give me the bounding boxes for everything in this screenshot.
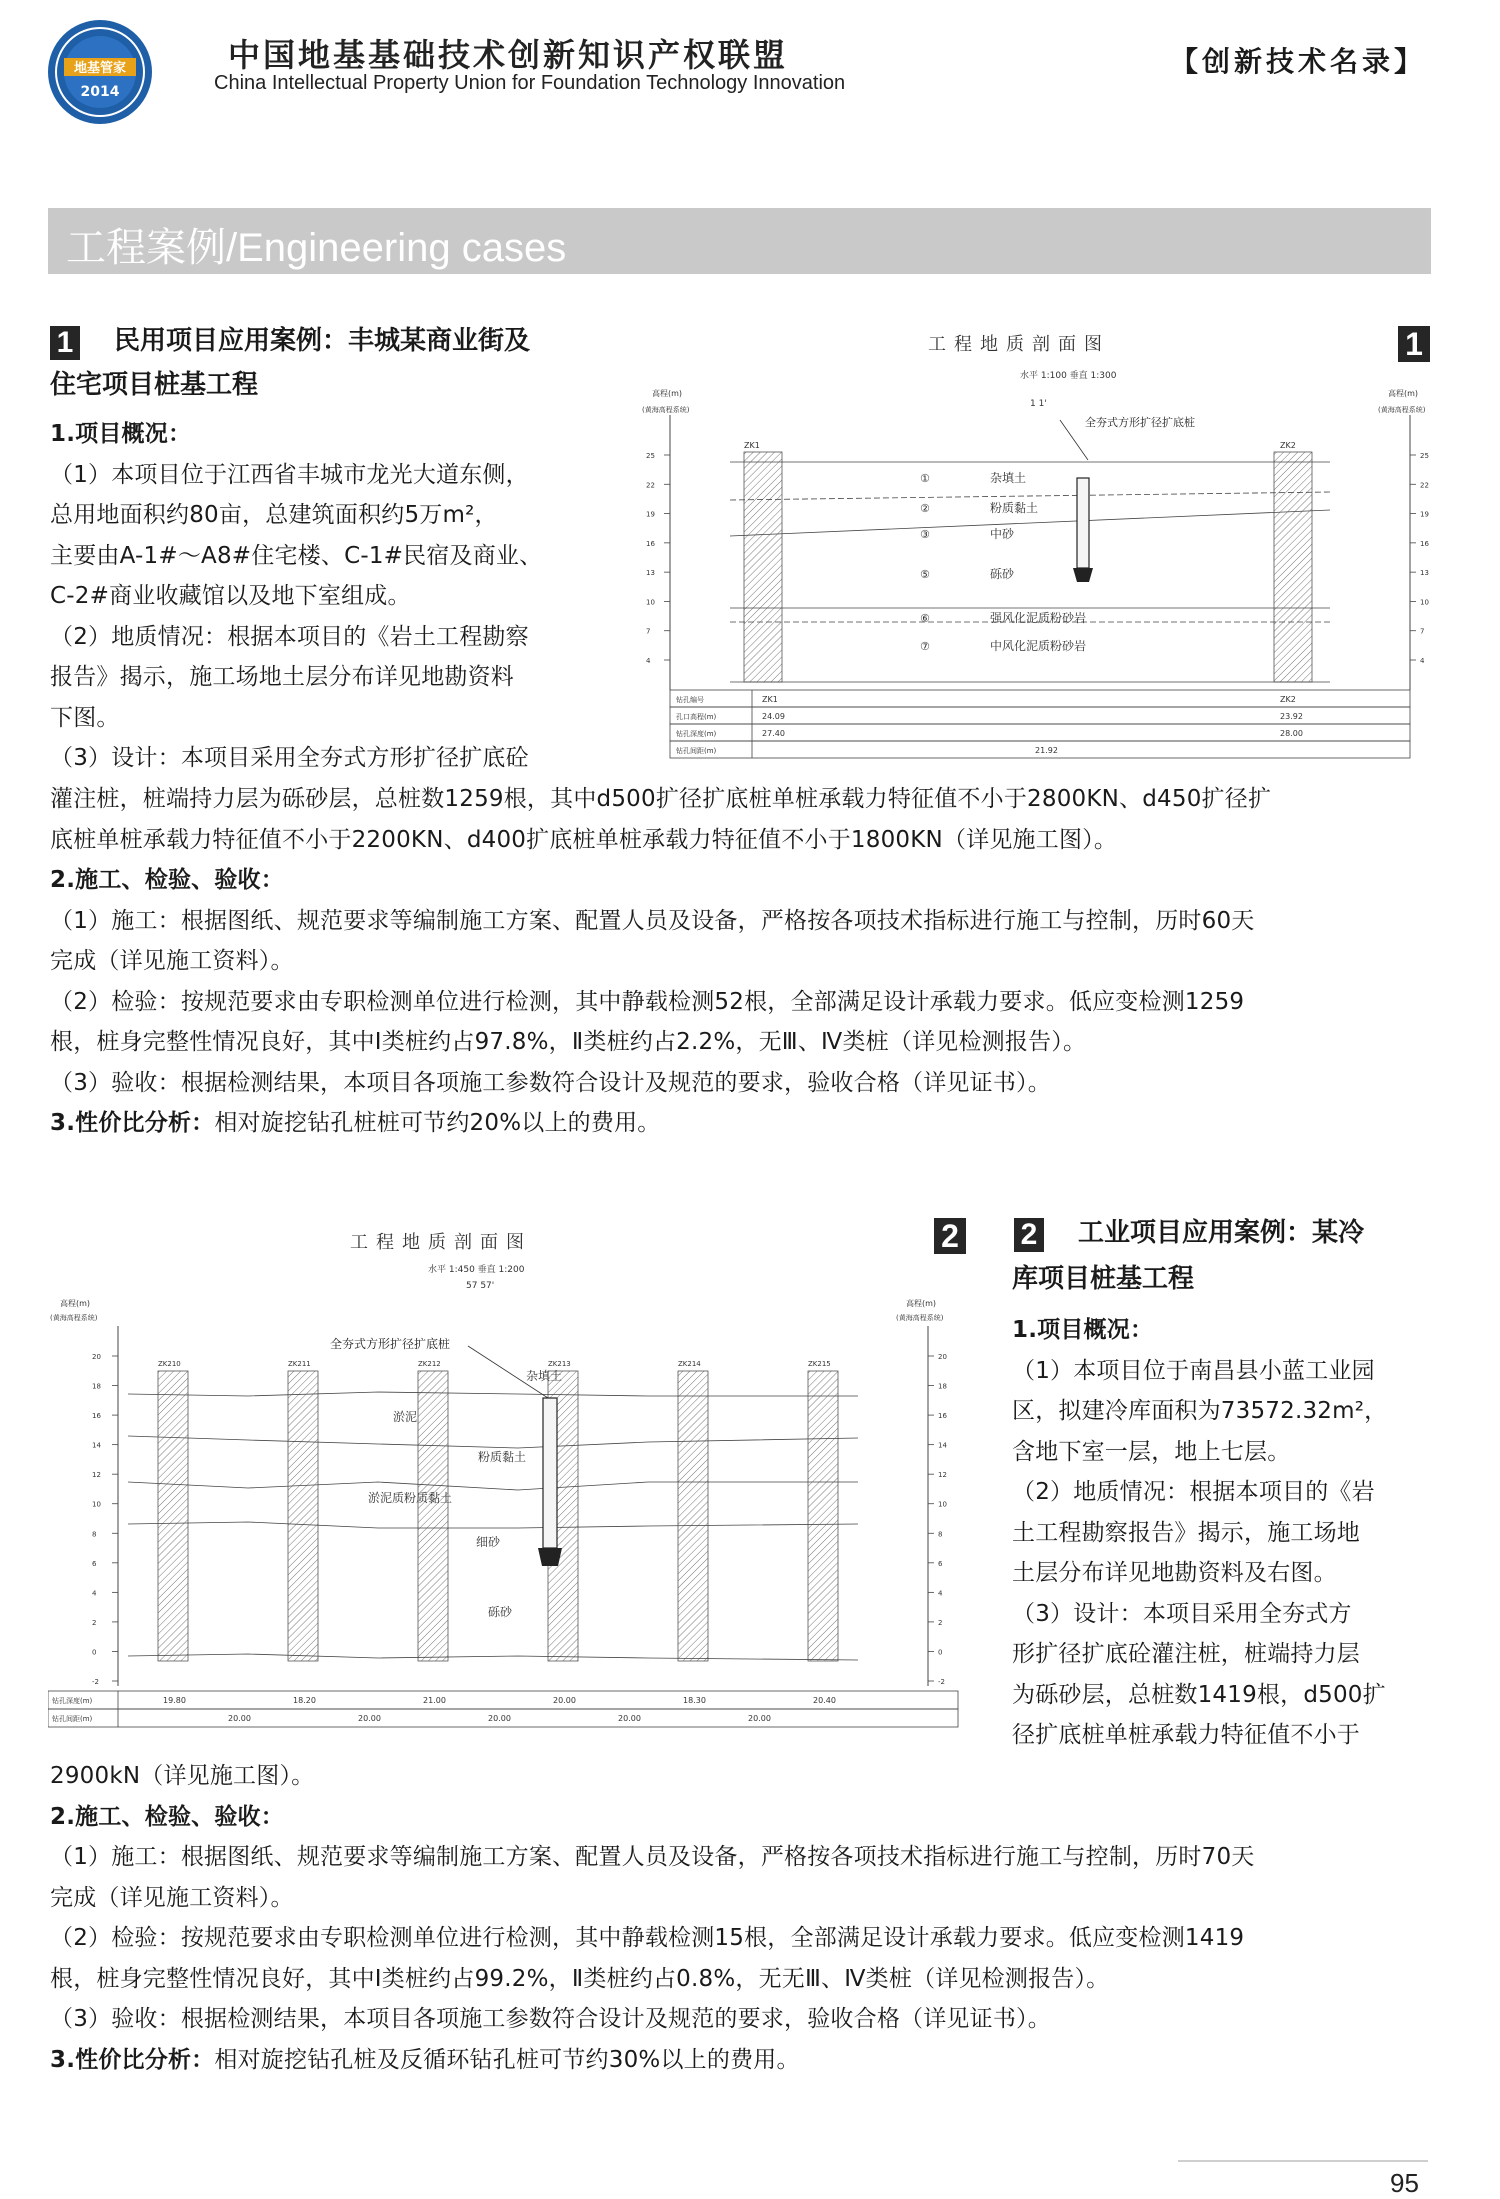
diagram1-tick-right: 22 bbox=[1420, 481, 1429, 490]
case1-c2-line1: （2）检验：按规范要求由专职检测单位进行检测，其中静载检测52根，全部满足设计承载力要求。低应变检测1259 bbox=[50, 988, 1245, 1015]
diagram1-table-left: ZK1 bbox=[762, 695, 778, 704]
diagram1-layer-number: ⑦ bbox=[920, 640, 930, 653]
diagram2-tick-right: 0 bbox=[938, 1648, 943, 1657]
diagram1-right-axis-label: 高程(m) bbox=[1388, 389, 1419, 398]
diagram2-borehole-label: ZK211 bbox=[288, 1360, 311, 1368]
diagram2-badge: 2 bbox=[934, 1218, 966, 1254]
diagram2-layer-name: 细砂 bbox=[476, 1535, 501, 1549]
diagram2-tick-right: 16 bbox=[938, 1412, 947, 1421]
diagram2-tick-left: 8 bbox=[92, 1530, 97, 1539]
geologic-section-2 bbox=[48, 1256, 968, 1740]
geologic-section-1 bbox=[640, 360, 1440, 764]
diagram1-pile-base bbox=[1073, 568, 1093, 582]
diagram2-tick-right: 18 bbox=[938, 1382, 947, 1391]
diagram2-borehole bbox=[418, 1371, 448, 1661]
case2-title-line2: 库项目桩基工程 bbox=[1012, 1264, 1195, 1294]
case1-number-badge: 1 bbox=[50, 326, 80, 360]
diagram1-table-label: 钻孔编号 bbox=[676, 696, 704, 704]
diagram2-pile-label: 全夯式方形扩径扩底桩 bbox=[330, 1337, 451, 1351]
org-name-cn: 中国地基基础技术创新知识产权联盟 bbox=[228, 36, 789, 74]
case1-title-line2: 住宅项目桩基工程 bbox=[50, 370, 259, 400]
case1-title-line1: 民用项目应用案例：丰城某商业街及 bbox=[114, 326, 531, 356]
diagram1-table-label: 钻孔深度(m) bbox=[676, 730, 717, 738]
diagram2-right-axis-label: 高程(m) bbox=[906, 1299, 937, 1308]
diagram2-tick-right: 12 bbox=[938, 1471, 947, 1480]
diagram1-tick-right: 7 bbox=[1420, 627, 1425, 636]
diagram1-tick-right: 16 bbox=[1420, 539, 1429, 548]
diagram1-tick-right: 19 bbox=[1420, 510, 1429, 519]
diagram2-right-axis-note: (黄海高程系统) bbox=[896, 1314, 944, 1322]
diagram2-table-value: 20.00 bbox=[358, 1714, 381, 1723]
diagram2-scale: 水平 1:450 垂直 1:200 bbox=[428, 1265, 525, 1275]
case1-p2-line2: 报告》揭示，施工场地土层分布详见地勘资料 bbox=[50, 664, 514, 690]
diagram2-table-value: 18.30 bbox=[683, 1696, 706, 1705]
case2-p3-line5: 2900kN（详见施工图）。 bbox=[50, 1763, 315, 1789]
diagram2-tick-left: 16 bbox=[92, 1412, 101, 1421]
diagram2-table-value: 20.00 bbox=[488, 1714, 511, 1723]
diagram2-tick-left: 0 bbox=[92, 1648, 97, 1657]
diagram1-table-label: 钻孔间距(m) bbox=[676, 747, 717, 755]
diagram2-borehole-label: ZK212 bbox=[418, 1360, 441, 1368]
diagram2-table-value: 20.00 bbox=[618, 1714, 641, 1723]
case2-cost-text: 相对旋挖钻孔桩及反循环钻孔桩可节约30%以上的费用。 bbox=[214, 2046, 800, 2073]
diagram2-tick-right: 4 bbox=[938, 1589, 943, 1598]
case2-construction-head: 2.施工、检验、验收： bbox=[50, 1803, 284, 1830]
diagram1-layer-name: 强风化泥质粉砂岩 bbox=[990, 611, 1087, 625]
diagram2-tick-right: 10 bbox=[938, 1500, 947, 1509]
diagram2-borehole-label: ZK210 bbox=[158, 1360, 181, 1368]
logo-year: 2014 bbox=[80, 84, 120, 100]
diagram2-tick-right: 8 bbox=[938, 1530, 943, 1539]
case1-p1-line2: 总用地面积约80亩，总建筑面积约5万m²， bbox=[50, 502, 498, 528]
case1-cost-line bbox=[50, 1103, 1440, 1144]
diagram1-table-right: 23.92 bbox=[1280, 712, 1303, 721]
case2-c2-line2: 根，桩身完整性情况良好，其中Ⅰ类桩约占99.2%，Ⅱ类桩约占0.8%，无无Ⅲ、Ⅳ类桩（详见检测报告）。 bbox=[50, 1965, 1110, 1992]
diagram2-tick-left: 2 bbox=[92, 1618, 97, 1627]
diagram2-tick-left: 20 bbox=[92, 1353, 101, 1361]
diagram2-layer-name: 杂填土 bbox=[526, 1369, 563, 1383]
case1-p1-line3: 主要由A-1#～A8#住宅楼、C-1#民宿及商业、 bbox=[50, 542, 543, 569]
diagram2-tick-right: 20 bbox=[938, 1353, 947, 1361]
case1-p1-line1: （1）本项目位于江西省丰城市龙光大道东侧， bbox=[50, 461, 529, 488]
diagram2-table-label: 钻孔间距(m) bbox=[52, 1715, 93, 1723]
diagram2-layer-name: 淤泥质粉质黏土 bbox=[368, 1491, 453, 1505]
case1-p1-line4: C-2#商业收藏馆以及地下室组成。 bbox=[50, 583, 411, 609]
diagram1-scale: 水平 1:100 垂直 1:300 bbox=[1020, 371, 1117, 381]
diagram2-table-value: 20.00 bbox=[748, 1714, 771, 1723]
case1-c2-line2: 根，桩身完整性情况良好，其中Ⅰ类桩约占97.8%，Ⅱ类桩约占2.2%，无Ⅲ、Ⅳ类桩（详见检测报告）。 bbox=[50, 1029, 1087, 1055]
diagram2-tick-left: 14 bbox=[92, 1441, 101, 1450]
diagram2-tick-left: 6 bbox=[92, 1559, 97, 1568]
diagram2-table-value: 20.00 bbox=[553, 1696, 576, 1705]
diagram1-pile bbox=[1077, 478, 1089, 568]
diagram2-pile bbox=[543, 1398, 557, 1548]
diagram2-left-axis-note: (黄海高程系统) bbox=[50, 1314, 98, 1322]
diagram1-layer-number: ② bbox=[920, 502, 930, 515]
diagram2-tick-left: 10 bbox=[92, 1500, 101, 1509]
diagram1-tick-right: 4 bbox=[1420, 657, 1425, 665]
diagram2-left-axis-label: 高程(m) bbox=[60, 1299, 91, 1308]
diagram2-tick-left: 12 bbox=[92, 1471, 101, 1480]
catalog-tag: 【创新技术名录】 bbox=[1170, 45, 1427, 78]
diagram2-tick-left: 18 bbox=[92, 1382, 101, 1391]
diagram1-left-axis-label: 高程(m) bbox=[652, 389, 683, 398]
case2-right-text bbox=[1012, 1310, 1432, 1756]
diagram1-pile-label: 全夯式方形扩径扩底桩 bbox=[1085, 416, 1195, 429]
case2-c1-line1: （1）施工：根据图纸、规范要求等编制施工方案、配置人员及设备，严格按各项技术指标进行施工与控制，历时70天 bbox=[50, 1844, 1255, 1870]
case2-cost-head: 3.性价比分析： bbox=[50, 2046, 215, 2073]
diagram1-tick-left: 4 bbox=[646, 657, 651, 665]
case1-p3-line2: 灌注桩，桩端持力层为砾砂层，总桩数1259根，其中d500扩径扩底桩单桩承载力特征值不小于2800KN、d450扩径扩 bbox=[50, 786, 1272, 812]
diagram1-table-right: 28.00 bbox=[1280, 729, 1303, 738]
diagram1-layer-name: 杂填土 bbox=[990, 471, 1027, 485]
diagram2-tick-right: 2 bbox=[938, 1618, 943, 1627]
case2-c2-line1: （2）检验：按规范要求由专职检测单位进行检测，其中静载检测15根，全部满足设计承载力要求。低应变检测1419 bbox=[50, 1925, 1245, 1951]
diagram1-layer-name: 中砂 bbox=[990, 527, 1015, 541]
diagram1-title: 工程地质剖面图 bbox=[928, 334, 1110, 355]
diagram1-table-left: 27.40 bbox=[762, 729, 785, 738]
diagram2-borehole bbox=[288, 1371, 318, 1661]
diagram2-borehole bbox=[158, 1371, 188, 1661]
diagram1-layer-number: ⑤ bbox=[920, 568, 930, 581]
section-title: 工程案例/Engineering cases bbox=[66, 226, 567, 270]
case1-c3: （3）验收：根据检测结果，本项目各项施工参数符合设计及规范的要求，验收合格（详见证书）。 bbox=[50, 1069, 1051, 1096]
case2-overview-head: 1.项目概况： bbox=[1012, 1317, 1154, 1343]
diagram1-layer-name: 中风化泥质粉砂岩 bbox=[990, 639, 1087, 653]
diagram1-tick-left: 13 bbox=[646, 569, 655, 578]
diagram1-layer-number: ⑥ bbox=[920, 612, 930, 625]
diagram2-table-value: 21.00 bbox=[423, 1696, 446, 1705]
diagram1-tick-left: 16 bbox=[646, 539, 655, 548]
diagram2-borehole-label: ZK213 bbox=[548, 1360, 571, 1368]
case1-cost-text: 相对旋挖钻孔桩桩可节约20%以上的费用。 bbox=[214, 1110, 661, 1136]
diagram1-section-label: 1 1' bbox=[1030, 399, 1047, 409]
case1-overview-head: 1.项目概况： bbox=[50, 421, 192, 447]
case2-p1-line2: 区，拟建冷库面积为73572.32m²， bbox=[1012, 1398, 1388, 1424]
borehole-zk1 bbox=[744, 452, 782, 682]
case2-p2-line1: （2）地质情况：根据本项目的《岩 bbox=[1012, 1479, 1375, 1505]
diagram2-tick-right: -2 bbox=[938, 1678, 945, 1686]
diagram1-tick-right: 25 bbox=[1420, 452, 1429, 460]
case2-title-line1: 工业项目应用案例：某冷 bbox=[1078, 1218, 1365, 1248]
case1-c1-line1: （1）施工：根据图纸、规范要求等编制施工方案、配置人员及设备，严格按各项技术指标进行施工与控制，历时60天 bbox=[50, 907, 1255, 934]
diagram1-borehole-right: ZK2 bbox=[1280, 441, 1296, 450]
diagram2-tick-left: 4 bbox=[92, 1589, 97, 1598]
case1-cost-head: 3.性价比分析： bbox=[50, 1110, 215, 1136]
diagram1-table-right: ZK2 bbox=[1280, 695, 1296, 704]
diagram1-layer-name: 砾砂 bbox=[990, 567, 1015, 581]
case2-p3-line3: 为砾砂层，总桩数1419根，d500扩 bbox=[1012, 1681, 1386, 1708]
footer-rule bbox=[1178, 2160, 1428, 2162]
case1-c1-line2: 完成（详见施工资料）。 bbox=[50, 948, 294, 974]
diagram2-title: 工程地质剖面图 bbox=[350, 1232, 532, 1253]
diagram2-section-label: 57 57' bbox=[466, 1281, 495, 1291]
case2-p3-line4: 径扩底桩单桩承载力特征值不小于 bbox=[1012, 1722, 1360, 1748]
diagram2-table-label: 钻孔深度(m) bbox=[52, 1697, 93, 1705]
diagram1-borehole-left: ZK1 bbox=[744, 441, 760, 450]
diagram1-badge: 1 bbox=[1398, 326, 1430, 362]
diagram1-table-left: 24.09 bbox=[762, 712, 785, 721]
diagram1-table-center: 21.92 bbox=[1035, 746, 1058, 755]
diagram1-layer-number: ③ bbox=[920, 528, 930, 541]
diagram2-layer-name: 粉质黏土 bbox=[478, 1450, 527, 1464]
case2-p3-line2: 形扩径扩底砼灌注桩，桩端持力层 bbox=[1012, 1641, 1360, 1667]
diagram1-tick-right: 10 bbox=[1420, 598, 1429, 607]
diagram1-tick-left: 19 bbox=[646, 510, 655, 519]
org-name-en: China Intellectual Property Union for Foundation Technology Innovation bbox=[214, 72, 846, 94]
case1-full-text bbox=[50, 779, 1440, 1144]
diagram2-borehole-label: ZK214 bbox=[678, 1360, 701, 1368]
union-logo bbox=[46, 18, 154, 126]
diagram1-layer-name: 粉质黏土 bbox=[990, 501, 1039, 515]
diagram1-tick-left: 7 bbox=[646, 627, 651, 636]
case2-cost-line bbox=[50, 2040, 1440, 2081]
case2-p2-line3: 土层分布详见地勘资料及右图。 bbox=[1012, 1560, 1337, 1586]
case1-p2-line1: （2）地质情况：根据本项目的《岩土工程勘察 bbox=[50, 623, 529, 650]
diagram2-table-value: 19.80 bbox=[163, 1696, 186, 1705]
diagram1-tick-left: 10 bbox=[646, 598, 655, 607]
case2-number-badge: 2 bbox=[1014, 1218, 1044, 1252]
case1-p2-line3: 下图。 bbox=[50, 704, 120, 731]
diagram1-right-axis-note: (黄海高程系统) bbox=[1378, 406, 1426, 414]
case2-p1-line3: 含地下室一层，地上七层。 bbox=[1012, 1438, 1291, 1465]
diagram1-tick-left: 25 bbox=[646, 452, 655, 460]
diagram2-pile-base bbox=[538, 1548, 562, 1566]
diagram2-layer-name: 砾砂 bbox=[488, 1605, 513, 1619]
diagram2-borehole bbox=[678, 1371, 708, 1661]
diagram2-tick-right: 14 bbox=[938, 1441, 947, 1450]
diagram2-borehole bbox=[808, 1371, 838, 1661]
case1-construction-head: 2.施工、检验、验收： bbox=[50, 867, 284, 893]
diagram1-layer-number: ① bbox=[920, 472, 930, 485]
diagram1-table-label: 孔口高程(m) bbox=[676, 713, 717, 721]
diagram2-table-value: 20.00 bbox=[228, 1714, 251, 1723]
diagram2-table-value: 18.20 bbox=[293, 1696, 316, 1705]
diagram2-tick-right: 6 bbox=[938, 1559, 943, 1568]
case2-c3: （3）验收：根据检测结果，本项目各项施工参数符合设计及规范的要求，验收合格（详见证书）。 bbox=[50, 2006, 1051, 2032]
borehole-zk2 bbox=[1274, 452, 1312, 682]
case2-full-text bbox=[50, 1756, 1440, 2080]
diagram2-borehole-label: ZK215 bbox=[808, 1360, 831, 1368]
case1-p3-line3: 底桩单桩承载力特征值不小于2200KN、d400扩底桩单桩承载力特征值不小于1800KN（详见施工图）。 bbox=[50, 826, 1118, 853]
case2-p2-line2: 土工程勘察报告》揭示，施工场地 bbox=[1012, 1519, 1360, 1546]
diagram2-layer-name: 淤泥 bbox=[393, 1410, 418, 1424]
case2-p1-line1: （1）本项目位于南昌县小蓝工业园 bbox=[1012, 1357, 1375, 1384]
case1-p3-line1: （3）设计：本项目采用全夯式方形扩径扩底砼 bbox=[50, 745, 529, 771]
diagram1-tick-left: 22 bbox=[646, 481, 655, 490]
case1-left-text bbox=[50, 414, 630, 779]
diagram1-tick-right: 13 bbox=[1420, 569, 1429, 578]
logo-text: 地基管家 bbox=[73, 61, 127, 76]
diagram2-table-value: 20.40 bbox=[813, 1696, 836, 1705]
case2-p3-line1: （3）设计：本项目采用全夯式方 bbox=[1012, 1600, 1352, 1627]
diagram1-left-axis-note: (黄海高程系统) bbox=[642, 406, 690, 414]
page-number: 95 bbox=[1390, 2168, 1419, 2198]
diagram2-tick-left: -2 bbox=[92, 1678, 99, 1686]
case2-c1-line2: 完成（详见施工资料）。 bbox=[50, 1884, 294, 1911]
